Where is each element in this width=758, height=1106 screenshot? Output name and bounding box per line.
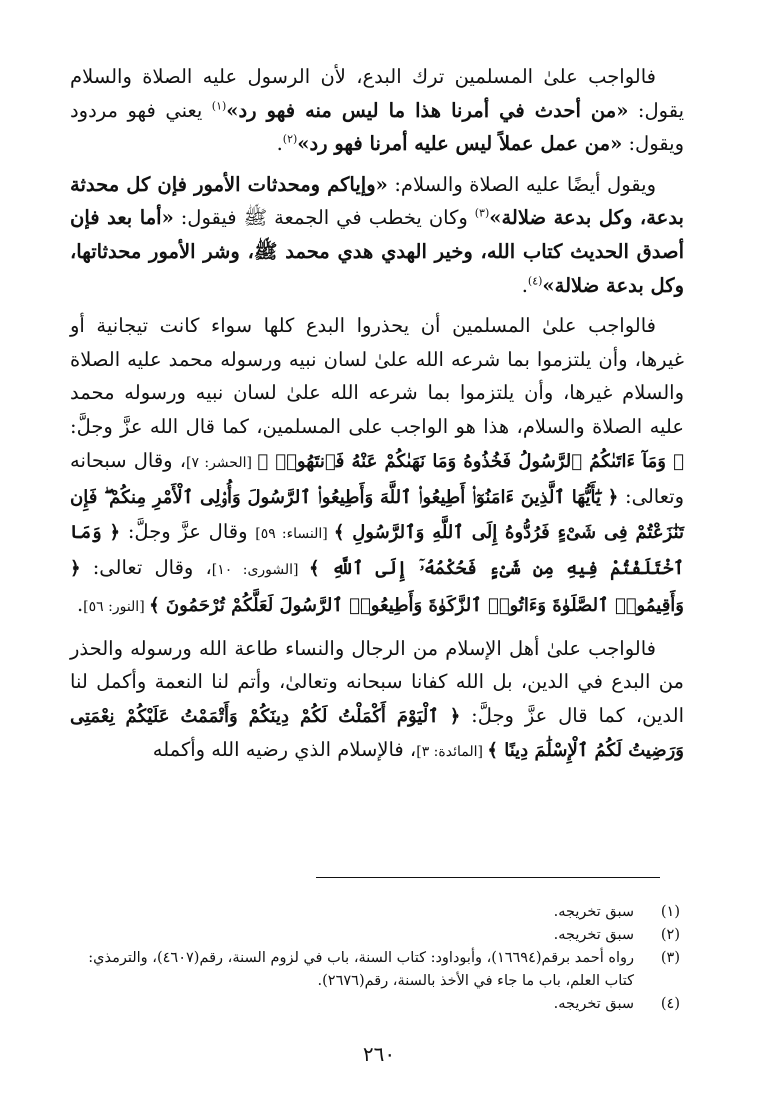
quran-verse: ﴿ وَأَقِيمُوا۟ ٱلصَّلَوٰةَ وَءَاتُوا۟ ٱلزَّكَوٰةَ وَأَطِيعُوا۟ ٱلرَّسُولَ لَعَلَّكُمْ تُرْحَمُونَ ﴾ xyxy=(70,558,684,616)
hadith-quote: «أما بعد فإن أصدق الحديث كتاب الله، وخير الهدي هدي محمد ﷺ، وشر الأمور محدثاتها، وكل بدعة ضلالة» xyxy=(70,206,684,297)
text-run: وقال عزَّ وجلَّ: xyxy=(120,519,256,543)
text-run: ، وقال سبحانه وتعالى: xyxy=(70,448,684,509)
footnote-separator xyxy=(316,877,660,878)
text-run: فالواجب علىٰ أهل الإسلام من الرجال والنساء طاعة الله ورسوله والحذر من البدع في الدين، بل الله كفانا سبحانه وتعالىٰ، وأتم لنا النعمة وأكمل لنا الدين، كما قال عزَّ وجلَّ: xyxy=(70,636,684,727)
paragraph xyxy=(70,309,684,624)
footnote-number: (٢) xyxy=(660,927,680,943)
footnote-ref: (٣) xyxy=(474,206,490,220)
footnote xyxy=(70,924,680,947)
page-number: ٢٦٠ xyxy=(362,1042,396,1066)
text-run: . xyxy=(76,592,84,616)
footnote-text: سبق تخريجه. xyxy=(553,904,634,920)
footnote-number: (٤) xyxy=(660,996,680,1012)
quran-verse: ﴿ يَٰٓأَيُّهَا ٱلَّذِينَ ءَامَنُوٓا۟ أَطِيعُوا۟ ٱللَّهَ وَأَطِيعُوا۟ ٱلرَّسُولَ وَأُو۟لِى ٱلْأَمْرِ مِنكُمْ ۖ فَإِن تَنَٰزَعْتُمْ فِى شَىْءٍ فَرُدُّوهُ إِلَى ٱللَّهِ وَٱلرَّسُولِ ﴾ xyxy=(70,487,684,543)
quran-verse: ﴿ وَمَآ ءَاتَىٰكُمُ ٱلرَّسُولُ فَخُذُوهُ وَمَا نَهَىٰكُمْ عَنْهُ فَٱنتَهُوا۟ ﴾ xyxy=(257,450,684,472)
footnote-text: سبق تخريجه. xyxy=(553,927,634,943)
text-run: يعني فهو مردود ويقول: xyxy=(70,98,684,156)
footnote-number: (١) xyxy=(660,904,680,920)
verse-citation: [الشورى: ١٠] xyxy=(211,562,309,579)
footnote xyxy=(70,993,680,1016)
text-run: . xyxy=(521,273,528,297)
paragraph xyxy=(70,632,684,770)
text-run: فالواجب علىٰ المسلمين ترك البدع، لأن الرسول عليه الصلاة والسلام يقول: xyxy=(70,65,684,122)
hadith-quote: «من أحدث في أمرنا هذا ما ليس منه فهو رد» xyxy=(226,98,629,122)
footnotes xyxy=(70,901,680,1016)
paragraph xyxy=(70,168,684,302)
text-run: ، وقال تعالى: xyxy=(80,556,212,580)
text-run: . xyxy=(276,132,283,156)
hadith-quote: «من عمل عملاً ليس عليه أمرنا فهو رد» xyxy=(297,132,623,156)
footnote xyxy=(70,901,680,924)
paragraph xyxy=(70,60,684,161)
verse-citation: [المائدة: ٣] xyxy=(416,744,488,761)
footnote-ref: (٤) xyxy=(527,274,543,288)
text-run: وكان يخطب في الجمعة ﷺ فيقول: xyxy=(173,206,475,230)
quran-verse: ﴿ ٱلْيَوْمَ أَكْمَلْتُ لَكُمْ دِينَكُمْ وَأَتْمَمْتُ عَلَيْكُمْ نِعْمَتِى وَرَضِيتُ لَكُمُ ٱلْإِسْلَٰمَ دِينًا ﴾ xyxy=(70,705,684,762)
text-run: ويقول أيضًا عليه الصلاة والسلام: xyxy=(387,172,656,196)
text-run: ، فالإسلام الذي رضيه الله وأكمله xyxy=(152,738,417,762)
verse-citation: [النور: ٥٦] xyxy=(83,598,150,615)
quran-verse: ﴿ وَمَا ٱخْتَلَفْتُمْ فِيهِ مِن شَىْءٍ فَحُكْمُهُۥٓ إِلَى ٱللَّهِ ﴾ xyxy=(70,521,684,580)
footnote-text: سبق تخريجه. xyxy=(553,996,634,1012)
footnote xyxy=(70,947,680,993)
footnote-ref: (٢) xyxy=(282,132,298,146)
hadith-quote: «وإياكم ومحدثات الأمور فإن كل محدثة بدعة، وكل بدعة ضلالة» xyxy=(70,172,684,230)
footnote-text: رواه أحمد برقم(١٦٦٩٤)، وأبوداود: كتاب السنة، باب في لزوم السنة، رقم(٤٦٠٧)، والترمذي: كتاب العلم، باب ما جاء في الأخذ بالسنة، رقم(٢٦٧٦). xyxy=(88,950,634,989)
verse-citation: [الحشر: ٧] xyxy=(186,454,258,471)
text-run: فالواجب علىٰ المسلمين أن يحذروا البدع كلها سواء كانت تيجانية أو غيرها، وأن يلتزموا بما شرعه الله علىٰ لسان نبيه ورسوله محمد عليه الصلاة والسلام غيرها، وأن يلتزموا بما شرعه الله علىٰ لسان نبيه ورسوله محمد عليه الصلاة والسلام، هذا هو الواجب على المسلمين، كما قال الله عزَّ وجلَّ: xyxy=(70,314,684,438)
verse-citation: [النساء: ٥٩] xyxy=(255,525,334,542)
footnote-number: (٣) xyxy=(660,950,680,966)
main-text xyxy=(70,60,684,770)
footnote-ref: (١) xyxy=(211,99,227,113)
